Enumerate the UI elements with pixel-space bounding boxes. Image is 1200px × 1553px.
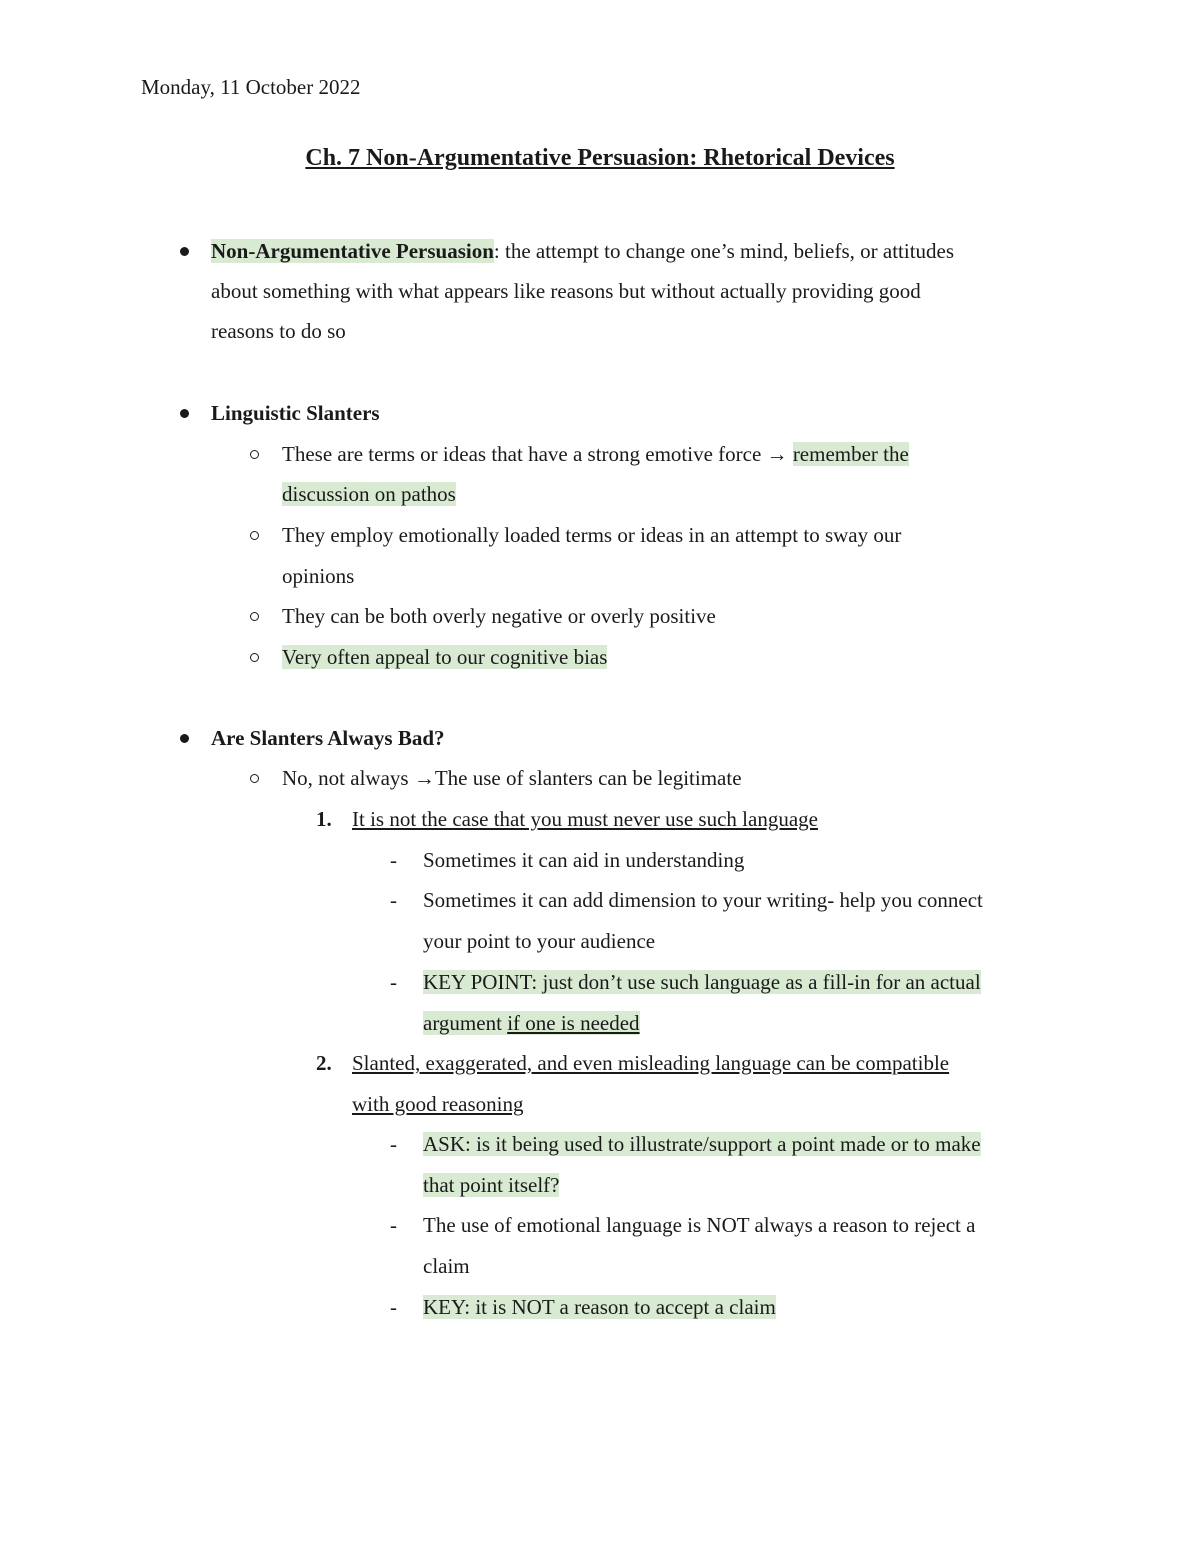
dash-item: Sometimes it can aid in understanding — [423, 848, 745, 872]
bullet-circle-icon — [250, 612, 259, 621]
page-title: Ch. 7 Non-Argumentative Persuasion: Rhetorical Devices — [305, 145, 895, 171]
bullet-circle-icon — [250, 653, 259, 662]
dash-item — [423, 1129, 981, 1159]
numbered-item-2-continued: with good reasoning — [352, 1092, 524, 1116]
bullet-dot-icon — [180, 409, 189, 418]
number-label: 1. — [316, 807, 332, 831]
dash-item — [423, 1292, 776, 1322]
heading-text: Are Slanters Always Bad? — [211, 726, 445, 750]
dash-marker: - — [390, 1295, 397, 1319]
list-item-continued — [282, 479, 456, 509]
definition-line-1 — [211, 236, 954, 266]
highlighted-text: argument — [423, 1011, 508, 1035]
dash-marker: - — [390, 1132, 397, 1156]
list-item — [282, 439, 909, 469]
highlighted-text: remember the — [792, 442, 909, 466]
dash-marker: - — [390, 848, 397, 872]
number-marker — [316, 804, 332, 834]
highlighted-text: Very often appeal to our cognitive bias — [282, 645, 608, 669]
dash-item: The use of emotional language is NOT always a reason to reject a — [423, 1213, 976, 1237]
bullet-dot-icon — [180, 734, 189, 743]
bullet-dot-icon — [180, 247, 189, 256]
bullet-circle-icon — [250, 531, 259, 540]
definition-line-2: about something with what appears like reasons but without actually providing good — [211, 279, 921, 303]
dash-marker: - — [390, 1213, 397, 1237]
dash-item-continued — [423, 1170, 559, 1200]
highlighted-text: that point itself? — [423, 1173, 560, 1197]
list-item: They can be both overly negative or overly positive — [282, 604, 716, 628]
highlighted-text: ASK: is it being used to illustrate/support a point made or to make — [423, 1132, 981, 1156]
numbered-item-2: Slanted, exaggerated, and even misleading language can be compatible — [352, 1051, 950, 1075]
dash-marker: - — [390, 970, 397, 994]
section-heading-slanters-always-bad — [211, 723, 445, 753]
definition-line-3: reasons to do so — [211, 319, 346, 343]
dash-item — [423, 967, 981, 997]
date-line: Monday, 11 October 2022 — [141, 75, 361, 99]
section-heading-linguistic-slanters — [211, 398, 380, 428]
highlighted-text: KEY: it is NOT a reason to accept a claim — [423, 1295, 776, 1319]
dash-item-continued: your point to your audience — [423, 929, 656, 953]
item-text: These are terms or ideas that have a strong emotive force → — [282, 442, 793, 466]
highlighted-underlined-text: if one is needed — [507, 1011, 640, 1035]
numbered-item-1: It is not the case that you must never use such language — [352, 807, 818, 831]
number-label: 2. — [316, 1051, 332, 1075]
definition-text: : the attempt to change one’s mind, beliefs, or attitudes — [493, 239, 955, 263]
dash-marker: - — [390, 888, 397, 912]
dash-item-continued — [423, 1008, 640, 1038]
list-item-continued: opinions — [282, 564, 355, 588]
highlighted-text: KEY POINT: just don’t use such language as a fill-in for an actual — [423, 970, 981, 994]
bullet-circle-icon — [250, 450, 259, 459]
term-non-argumentative-persuasion: Non-Argumentative Persuasion — [211, 239, 494, 263]
heading-text: Linguistic Slanters — [211, 401, 380, 425]
list-item — [282, 642, 607, 672]
dash-item: Sometimes it can add dimension to your writing- help you connect — [423, 888, 983, 912]
bullet-circle-icon — [250, 774, 259, 783]
list-item: No, not always →The use of slanters can be legitimate — [282, 766, 742, 790]
dash-item-continued: claim — [423, 1254, 470, 1278]
number-marker — [316, 1048, 332, 1078]
list-item: They employ emotionally loaded terms or ideas in an attempt to sway our — [282, 523, 902, 547]
highlighted-text: discussion on pathos — [282, 482, 456, 506]
